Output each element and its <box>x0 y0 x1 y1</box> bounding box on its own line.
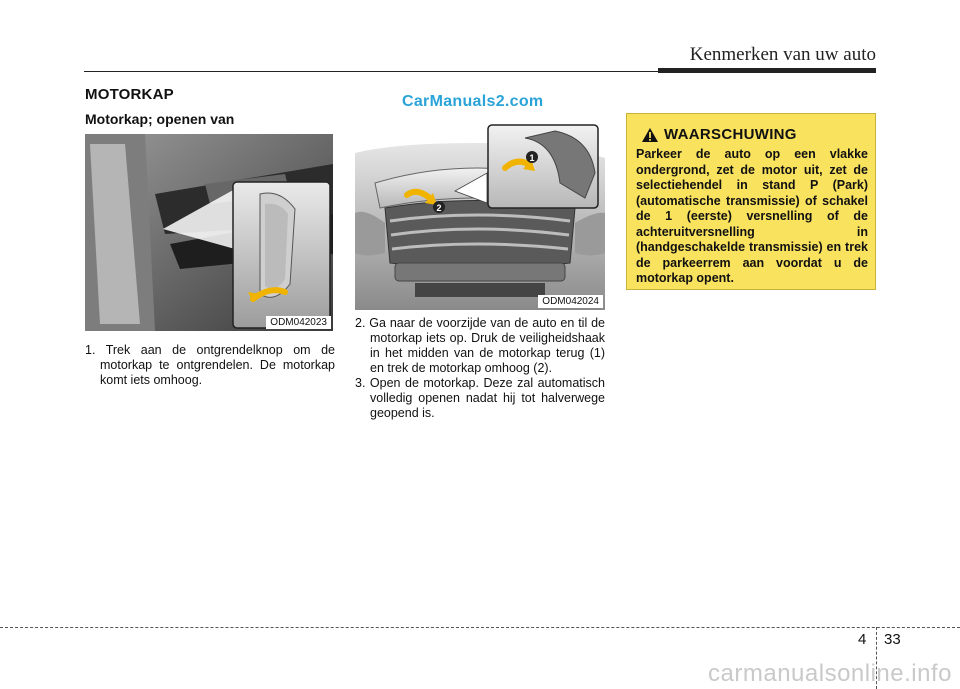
page-chapter-number: 4 <box>858 631 867 648</box>
step-2: 2. Ga naar de voorzijde van de auto en til de motorkap iets op. Druk de veiligheidshaak in het midden van de motorkap terug (1) en trek de motorkap omhoog (2). <box>355 316 605 375</box>
image-code: ODM042023 <box>266 316 331 329</box>
subsection-title: Motorkap; openen van <box>85 111 235 127</box>
car-front-illustration <box>355 113 605 310</box>
section-title: MOTORKAP <box>85 86 174 103</box>
step-1: 1. Trek aan de ontgrendelknop om de motorkap te ontgrendelen. De motorkap komt iets omhoog. <box>85 343 335 387</box>
footer-rule <box>0 627 960 628</box>
callout-1-label: 1 <box>529 153 535 163</box>
hood-release-photo <box>85 134 333 331</box>
page-number: 33 <box>884 631 901 648</box>
warning-title: WAARSCHUWING <box>664 126 797 143</box>
watermark-footer: carmanualsonline.info <box>708 660 952 687</box>
warning-triangle-icon <box>641 127 659 143</box>
warning-header <box>641 126 797 143</box>
warning-text: Parkeer de auto op een vlakke ondergrond, zet de motor uit, zet de selectiehendel in stand P (Park) (automatische transmissie) of schakel de 1 (eerste) versnelling of de achteruitversnelling in (handgeschakelde transmissie) en trek de parkeerrem aan voordat u de motorkap opent. <box>636 147 868 285</box>
car-front-photo <box>355 113 605 310</box>
step-3: 3. Open de motorkap. Deze zal automatisch volledig openen nadat hij tot halverwege geopend is. <box>355 376 605 420</box>
callout-2-label: 2 <box>436 203 442 213</box>
warning-box <box>626 113 876 290</box>
hood-release-illustration <box>85 134 333 331</box>
column-2-text <box>355 316 605 421</box>
image-code: ODM042024 <box>538 295 603 308</box>
header-rule <box>84 71 876 72</box>
watermark-top: CarManuals2.com <box>402 93 544 110</box>
column-1-text <box>85 343 335 388</box>
chapter-header-title: Kenmerken van uw auto <box>689 44 876 65</box>
